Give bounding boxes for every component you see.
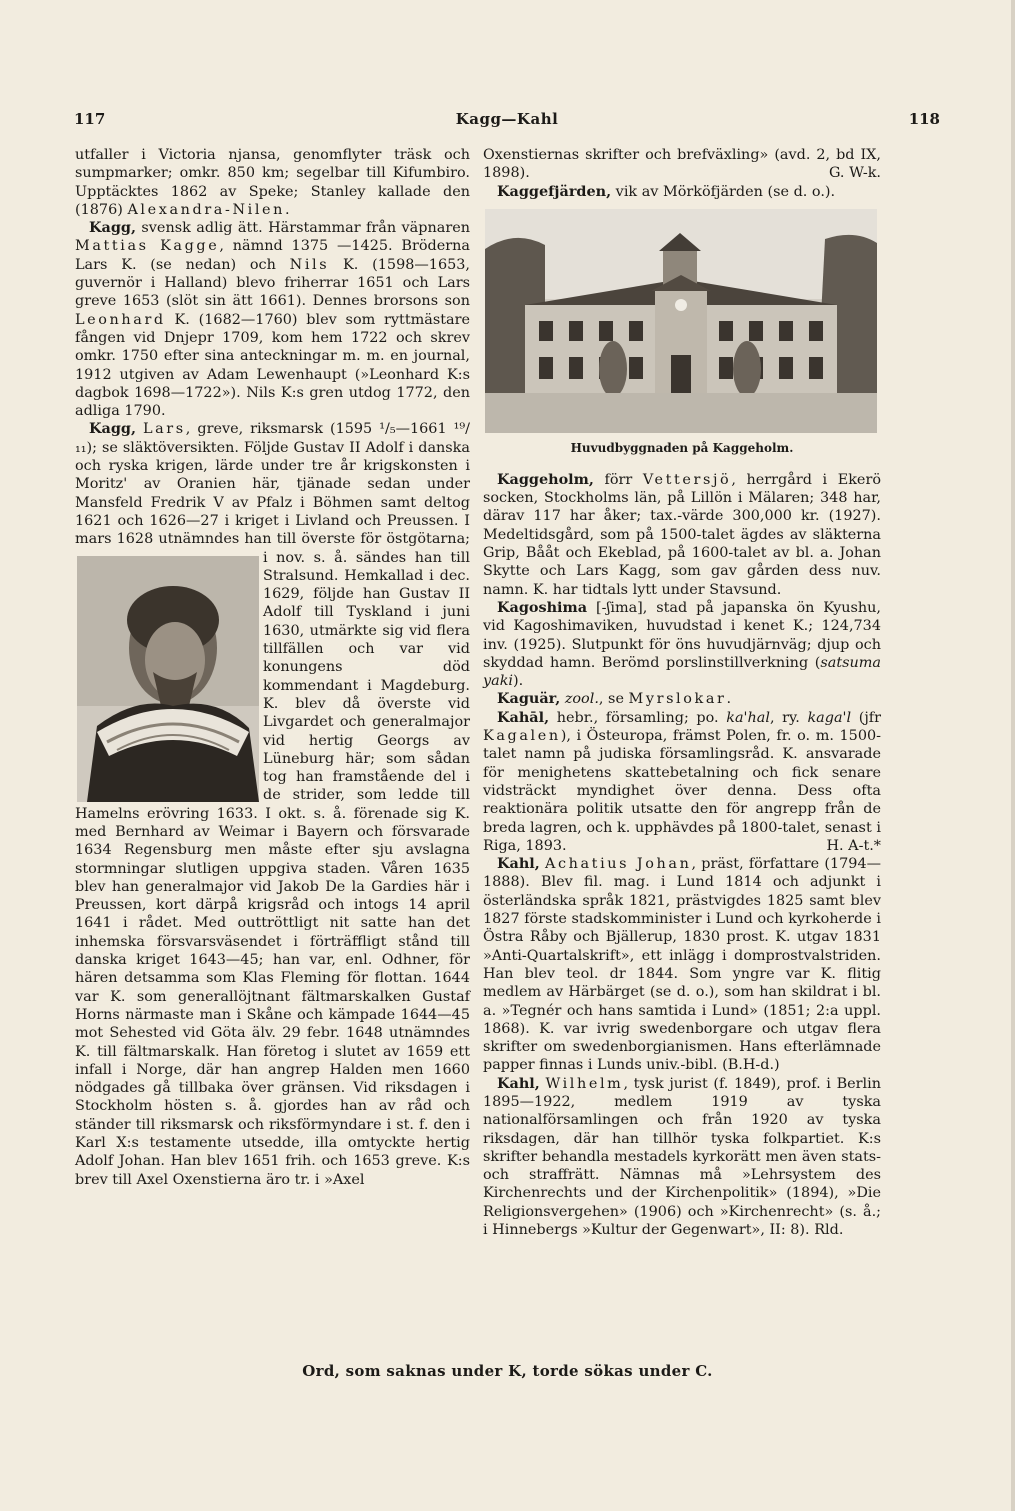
page-edge bbox=[1011, 0, 1015, 1511]
footer-note: Ord, som saknas under K, torde sökas under C. bbox=[302, 1362, 713, 1380]
headword-kagg-lars: Kagg, bbox=[89, 420, 136, 438]
portrait-image bbox=[77, 556, 259, 802]
page-number-right: 118 bbox=[908, 110, 940, 128]
signature: H. A-t.* bbox=[826, 837, 881, 854]
running-title: Kagg—Kahl bbox=[455, 110, 559, 128]
headword-kagoshima: Kagoshima bbox=[497, 598, 588, 616]
portrait-lars-kagg bbox=[77, 556, 259, 802]
headword-kaggefjarden: Kaggefjärden, bbox=[497, 182, 612, 200]
article-kahal: Kahāl, hebr., församling; po. ka'hal, ry. kaga'l (jfr Kagalen), i Östeuropa, främst Polen, fr. o. m. 1500-talet namn på judiska församlingsråd. K. ansvarade för menighetens skattebetalning och fick senare vidsträckt myndighet över denna. Dess ofta reaktionära politik utsatte den för angrepp från de breda lagren, och k. upphävdes på 1800-talet, senast i Riga, 1893. H. A-t.* bbox=[483, 708, 881, 854]
photo-kaggeholm bbox=[485, 209, 877, 433]
page-number-left: 117 bbox=[74, 110, 106, 128]
headword-kahal: Kahāl, bbox=[497, 708, 550, 726]
headword-kaguar: Kaguär, bbox=[497, 690, 561, 708]
right-column bbox=[483, 146, 881, 1239]
article-continuation-oxenstierna: Oxenstiernas skrifter och brefväxling» (avd. 2, bd IX, 1898). G. W-k. bbox=[483, 147, 881, 182]
page-header bbox=[74, 110, 940, 134]
article-kagg-lars: Kagg, Lars, greve, riksmarsk (1595 ¹/₅—1661 ¹⁹/₁₁); se släktöversikten. Följde Gustav II Adolf i danska och ryska krigen, lärde under tre år krigskonsten i Moritz' av Oranien här, tjänade sedan under Mansfeld Fredrik V av Pfalz i Böhmen samt deltog 1621 och 1626—27 i kriget i Livland och Preussen. I mars 1628 utnämndes han till överste för östgötarna; i nov. s. å. sändes han till Stralsund. Hemkallad i dec. 1629, följde han Gustav II Adolf till Tyskland i juni 1630, utmärkte sig vid flera tillfällen och var vid konungens död kommendant i Magdeburg. K. blev då överste vid Livgardet och generalmajor vid hertig Georgs av Lüneburg här; som sådan tog han framstående del i de strider, som ledde till Hamelns erövring 1633. I okt. s. å. förenade sig K. med Bernhard av Weimar i Bayern och försvarade 1634 Regensburg men måste efter sju avslagna stormningar slutligen uppgiva staden. Våren 1635 blev han generalmajor vid Jakob De la Gardies här i Preussen, kort därpå krigsråd och intogs 14 april 1641 i rådet. Med outtröttligt nit satte han det inhemska försvarsväsendet i förträffligt stånd till danska kriget 1643—45; han var, enl. Odhner, för hären detsamma som Klas Fleming för flottan. 1644 var K. som generallöjtnant fältmarskalken Gustaf Horns närmaste man i Skåne och kämpade 1644—45 mot Sehested vid Göta älv. 29 febr. 1648 utnämndes K. till fältmarskalk. Han företog i slutet av 1659 ett infall i Norge, där han angrep Halden men 1660 nödgades gå tillbaka över gränsen. Vid riksdagen i Stockholm hösten s. å. gjordes han av råd och ständer till riksmarsk och riksförmyndare i st. f. den i Karl X:s testamente utsedde, illa omtyckte hertig Adolf Johan. Han blev 1651 frih. och 1653 greve. K:s brev till Axel Oxenstierna äro tr. i »Axel bbox=[75, 420, 470, 1188]
article-kagoshima: Kagoshima [-ʃima], stad på japanska ön Kyushu, vid Kagoshimaviken, huvudstad i kenet K.; 124,734 inv. (1925). Slutpunkt för öns huvudjärnväg; djup och skyddad hamn. Berömd porslinstillverkning (satsuma yaki). bbox=[483, 598, 881, 690]
article-kaggefjarden: Kaggefjärden, vik av Mörköfjärden (se d. o.). bbox=[497, 182, 836, 200]
article-kaggeholm: Kaggeholm, förr Vettersjö, herrgård i Ekerö socken, Stockholms län, på Lillön i Mälaren; 348 har, därav 117 har åker; tax.-värde 300,000 kr. (1927). Medeltidsgård, som på 1500-talet ägdes av släkterna Grip, Bååt och Ekeblad, på 1600-talet av bl. a. Johan Skytte och Lars Kagg, som gav gården dess nuv. namn. K. har tidtals lytt under Stavsund. bbox=[483, 470, 881, 598]
kaggeholm-image bbox=[485, 209, 877, 433]
photo-caption: Huvudbyggnaden på Kaggeholm. bbox=[570, 440, 794, 455]
headword-kahl-wilhelm: Kahl, bbox=[497, 1074, 540, 1092]
article-kaguar: Kaguär, zool., se Myrslokar. bbox=[497, 690, 732, 708]
headword-kahl-achatius: Kahl, bbox=[497, 855, 540, 873]
article-kahl-wilhelm: Kahl, Wilhelm, tysk jurist (f. 1849), prof. i Berlin 1895—1922, medlem 1919 av tyska nationalförsamlingen och från 1920 av tyska riksdagen, där han tillhör tyska folkpartiet. K:s skrifter behandla mestadels kyrkorätt men även stats- och straffrätt. Nämnas må »Lehrsystem des Kirchenrechts und der Kirchenpolitik» (1894), »Die Religionsvergehen» (1906) och »Kirchenrecht» (s. å.; i Hinnebergs »Kultur der Gegenwart», II: 8). Rld. bbox=[483, 1074, 882, 1239]
headword-kaggeholm: Kaggeholm, bbox=[497, 470, 594, 488]
article-kagg-family: Kagg, svensk adlig ätt. Härstammar från väpnaren Mattias Kagge, nämnd 1375 —1425. Bröderna Lars K. (se nedan) och Nils K. (1598—1653, guvernör i Halland) blevo friherrar 1651 och Lars greve 1653 (slöt sin ätt 1661). Dennes brorsons son Leonhard K. (1682—1760) blev som ryttmästare fången vid Dnjepr 1709, kom hem 1722 och skrev omkr. 1750 efter sina anteckningar m. m. en journal, 1912 utgiven av Adam Lewenhaupt (»Leonhard K:s dagbok 1698—1722»). Nils K:s gren utdog 1772, den adliga 1790. bbox=[75, 219, 471, 420]
article-continuation: utfaller i Victoria njansa, genomflyter träsk och sumpmarker; omkr. 850 km; segelbar till Kifumbiro. Upptäcktes 1862 av Speke; Stanley kallade den (1876) Alexandra-Nilen. bbox=[75, 147, 470, 218]
signature: G. W-k. bbox=[828, 165, 881, 182]
headword-kagg: Kagg, bbox=[89, 219, 136, 237]
lars-kagg-text: , greve, riksmarsk (1595 ¹/₅—1661 ¹⁹/₁₁); se släktöversikten. Följde Gustav II Adolf i danska och ryska krigen, lärde under tre år krigskonsten i Moritz' av Oranien här, tjänade sedan under Mansfeld Fredrik V av Pfalz i Böhmen samt deltog 1621 och 1626—27 i kriget i Livland och Preussen. I mars 1628 utnämndes han till överste för östgötarna; i nov. s. å. sändes han till Stralsund. Hemkallad i dec. 1629, följde han Gustav II Adolf till Tyskland i juni 1630, utmärkte sig vid flera tillfällen och var vid konungens död kommendant i Magdeburg. K. blev då överste vid Livgardet och generalmajor vid hertig Georgs av Lüneburg här; som sådan tog han framstående del i de strider, som ledde till Hamelns erövring 1633. I okt. s. å. förenade sig K. med Bernhard av Weimar i Bayern och försvarade 1634 Regensburg men måste efter sju avslagna stormningar slutligen uppgiva staden. Våren 1635 blev han generalmajor vid Jakob De la Gardies här i Preussen, kort därpå krigsråd och intogs 14 april 1641 i rådet. Med outtröttligt nit satte han det inhemska försvarsväsendet i förträffligt stånd till danska kriget 1643—45; han var, enl. Odhner, för hären detsamma som Klas Fleming för flottan. 1644 var K. som generallöjtnant fältmarskalken Gustaf Horns närmaste man i Skåne och kämpade 1644—45 mot Sehested vid Göta älv. 29 febr. 1648 utnämndes K. till fältmarskalk. Han företog i slutet av 1659 ett infall i Norge, där han angrep Halden men 1660 nödgades gå tillbaka över gränsen. Vid riksdagen i Stockholm hösten s. å. gjordes han av råd och ständer till riksmarsk och riksförmyndare i st. f. den i Karl X:s testamente utsedde, illa omtyckte hertig Adolf Johan. Han blev 1651 frih. och 1653 greve. K:s brev till Axel Oxenstierna äro tr. i »Axel bbox=[75, 421, 470, 1188]
article-kahl-achatius: Kahl, Achatius Johan, präst, författare (1794—1888). Blev fil. mag. i Lund 1814 och adjunkt i österländska språk 1821, prästvigdes 1825 samt blev 1827 förste stadskomminister i Lund och kyrkoherde i Östra Råby och Bjällerup, 1830 prost. K. utgav 1831 »Anti-Quartalskrift», ett inlägg i domprostvalstriden. Han blev teol. dr 1844. Som yngre var K. flitig medlem av Härbärget (se d. o.), som han skildrat i bl. a. »Tegnér och hans samtida i Lund» (1851; 2:a uppl. 1868). K. var ivrig swedenborgare och utgav flera skrifter om swedenborgianismen. Hans efterlämnade papper finnas i Lunds univ.-bibl. (B.H-d.) bbox=[483, 855, 881, 1074]
